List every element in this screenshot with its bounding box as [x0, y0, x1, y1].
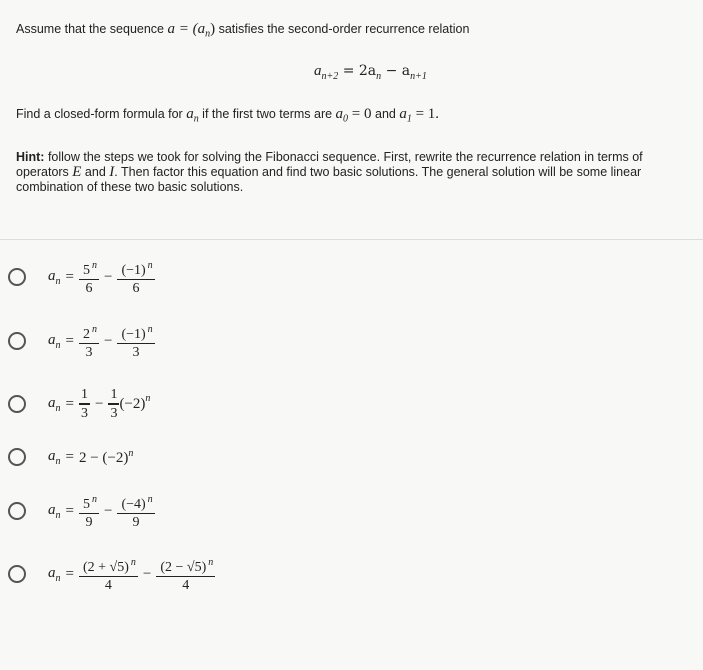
- option-formula: $a_n$ = $\frac{2 ^n}{3}$ − $\frac{(-1) ^n}{3}$: [48, 323, 153, 361]
- radio-button[interactable]: [8, 395, 26, 413]
- radio-button[interactable]: [8, 332, 26, 350]
- fraction-bar: [79, 513, 99, 515]
- fraction-bar: [79, 343, 99, 345]
- answer-option-5[interactable]: [8, 486, 155, 536]
- question-task: Find a closed-form formula for $a_n$ if the first two terms are $a_0 = 0$ and $a_1 = 1$.: [16, 106, 440, 125]
- fraction-bar: [156, 576, 215, 578]
- option-formula: $a_n$ = $2 - (-2)^n$: [48, 447, 134, 467]
- radio-button[interactable]: [8, 268, 26, 286]
- answer-option-4[interactable]: [8, 432, 133, 482]
- question-intro: Assume that the sequence $a = (a_n)$ satisfies the second-order recurrence relation: [16, 21, 470, 40]
- answer-option-2[interactable]: [8, 316, 155, 366]
- answer-option-1[interactable]: [8, 252, 155, 302]
- option-formula: $a_n$ = $\frac{5 ^n}{6}$ − $\frac{(-1) ^n}{6}$: [48, 259, 153, 297]
- radio-button[interactable]: [8, 448, 26, 466]
- option-formula: $a_n$ = $\frac{5 ^n}{9}$ − $\frac{(-4) ^n}{9}$: [48, 493, 153, 531]
- answer-option-3[interactable]: [8, 379, 150, 429]
- fraction-bar: [117, 279, 154, 281]
- radio-button[interactable]: [8, 565, 26, 583]
- fraction-bar: [79, 403, 90, 405]
- fraction-bar: [79, 279, 99, 281]
- answer-option-6[interactable]: [8, 549, 215, 599]
- divider: [0, 239, 703, 240]
- radio-button[interactable]: [8, 502, 26, 520]
- option-formula: $a_n$ = $\frac{(2 + √5) ^n}{4}$ − $\frac{(2 - √5) ^n}{4}$: [48, 556, 214, 594]
- recurrence-equation: $a_{n+2} = 2a_n - a_{n+1}$: [314, 63, 427, 82]
- fraction-bar: [117, 343, 154, 345]
- hint: Hint: follow the steps we took for solving the Fibonacci sequence. First, rewrite the recurrence relation in terms of operators E and I. Then factor this equation and find two basic solutions. The general solution will be some linear combination of these two basic solutions.: [16, 150, 643, 194]
- option-formula: $a_n$ = $\frac{1}{3}$ − $\frac{1}{3}$ (−2) $^n$: [48, 387, 151, 421]
- fraction-bar: [117, 513, 154, 515]
- fraction-bar: [108, 403, 119, 405]
- fraction-bar: [79, 576, 138, 578]
